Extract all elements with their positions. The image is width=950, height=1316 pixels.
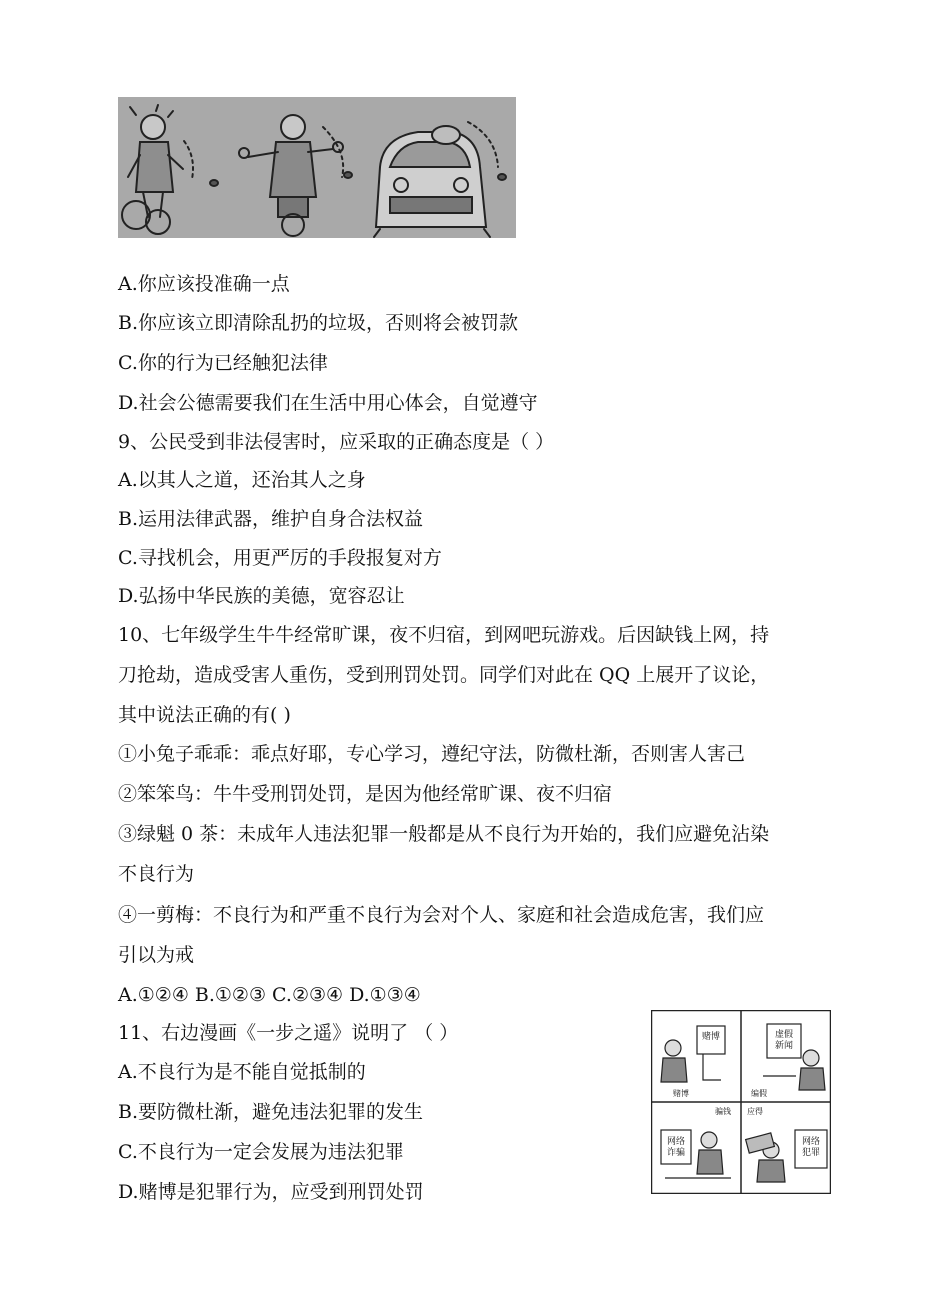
one-step-away-comic [651,1010,831,1194]
q9-stem: 9、公民受到非法侵害时，应采取的正确态度是（ ） [118,431,555,453]
q10-statement-3-cont: 不良行为 [118,863,195,885]
q10-stem-line: 其中说法正确的有( ) [118,704,291,726]
q10-statement-1: ①小兔子乖乖：乖点好耶，专心学习，遵纪守法，防微杜渐，否则害人害己 [118,743,746,765]
q10-stem-line: 刀抢劫，造成受害人重伤，受到刑罚处罚。同学们对此在 QQ 上展开了议论， [118,664,770,686]
q11-stem: 11、右边漫画《一步之遥》说明了 （ ） [118,1022,459,1044]
q10-stem-line: 10、七年级学生牛牛经常旷课，夜不归宿，到网吧玩游戏。后因缺钱上网，持 [118,624,770,646]
comic-screen-fake-news-2: 新闻 [774,1041,794,1051]
comic-caption-3: 骗钱 [715,1107,731,1116]
comic-caption-2: 编假 [751,1089,767,1098]
comic-caption-4: 应得 [747,1107,763,1116]
q10-statement-4: ④一剪梅：不良行为和严重不良行为会对个人、家庭和社会造成危害，我们应 [118,904,765,926]
q9-option-c: C.寻找机会，用更严厉的手段报复对方 [118,547,442,569]
comic-screen-crime-2: 犯罪 [801,1148,821,1158]
q10-statement-4-cont: 引以为戒 [118,944,195,966]
comic-screen-crime: 网络 [801,1137,821,1147]
q11-option-b: B.要防微杜渐，避免违法犯罪的发生 [118,1101,424,1123]
q9-option-b: B.运用法律武器，维护自身合法权益 [118,508,424,530]
q10-statement-2: ②笨笨鸟：牛牛受刑罚处罚，是因为他经常旷课、夜不归宿 [118,783,613,805]
q9-option-a: A.以其人之道，还治其人之身 [118,469,366,491]
q11-option-d: D.赌博是犯罪行为，应受到刑罚处罚 [118,1181,424,1203]
q8-option-d: D.社会公德需要我们在生活中用心体会，自觉遵守 [118,392,538,414]
q10-options: A.①②④ B.①②③ C.②③④ D.①③④ [118,984,421,1006]
comic-screen-scam: 网络 [666,1137,686,1147]
q8-option-b: B.你应该立即清除乱扔的垃圾，否则将会被罚款 [118,312,519,334]
q8-option-c: C.你的行为已经触犯法律 [118,352,328,374]
littering-illustration [118,97,516,238]
q9-option-d: D.弘扬中华民族的美德，宽容忍让 [118,585,405,607]
comic-caption-1: 赌博 [673,1089,689,1098]
comic-screen-gambling: 赌博 [701,1032,721,1042]
q11-option-a: A.不良行为是不能自觉抵制的 [118,1061,366,1083]
q10-statement-3: ③绿魁 0 茶：未成年人违法犯罪一般都是从不良行为开始的，我们应避免沾染 [118,823,770,845]
comic-screen-scam-2: 诈骗 [666,1148,686,1158]
q8-option-a: A.你应该投准确一点 [118,273,290,295]
comic-screen-fake-news: 虚假 [774,1030,794,1040]
q11-option-c: C.不良行为一定会发展为违法犯罪 [118,1141,404,1163]
